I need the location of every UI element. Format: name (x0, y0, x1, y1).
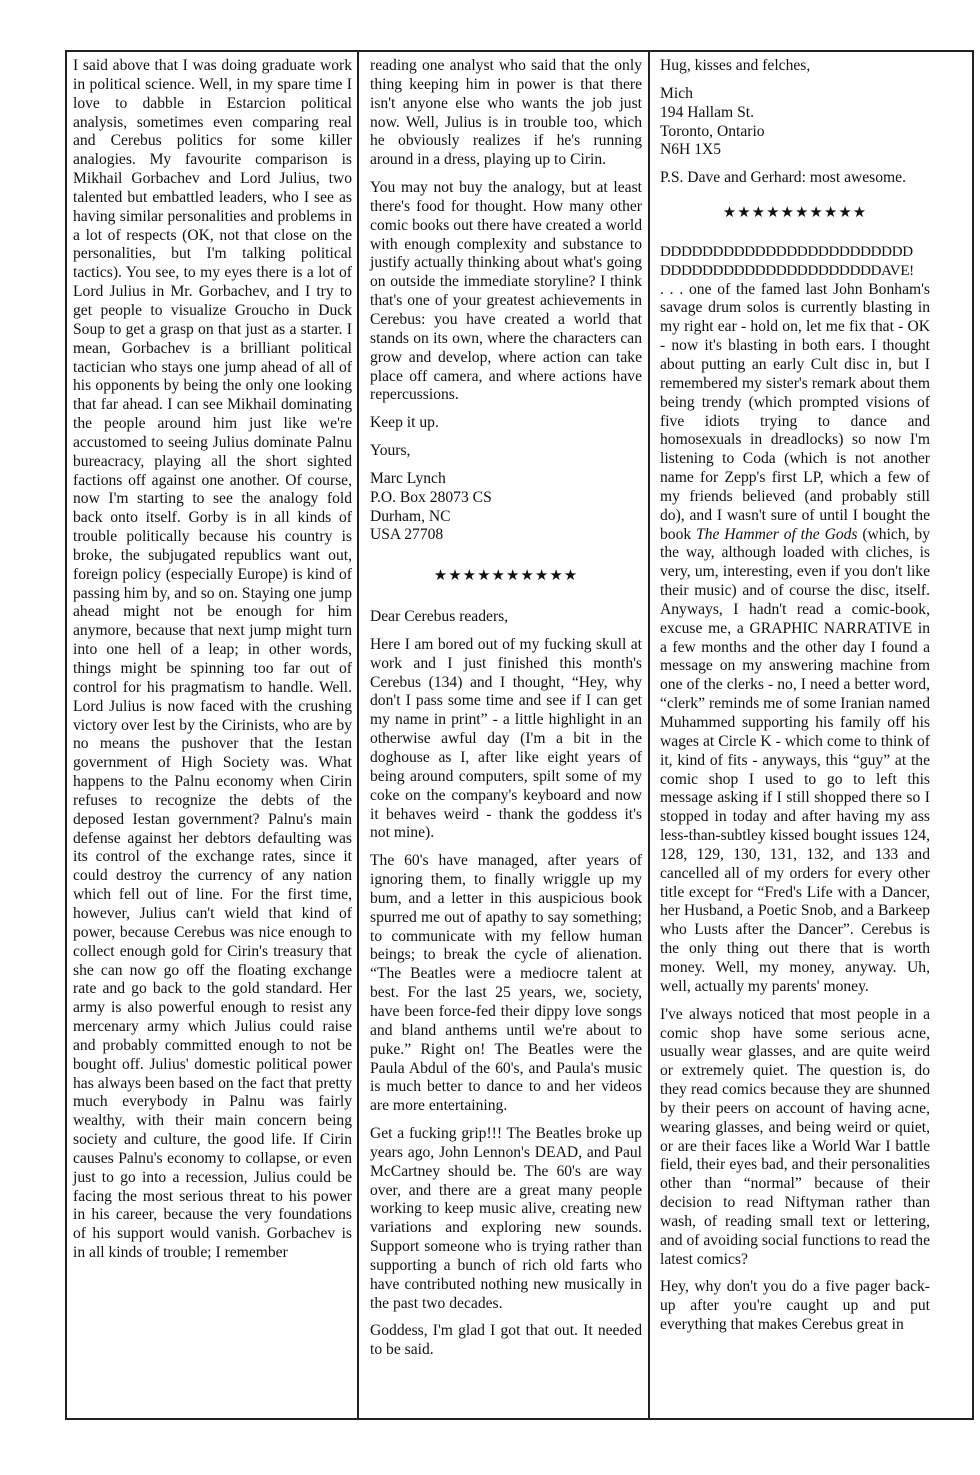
column-divider (648, 52, 650, 1418)
letter-paragraph: Goddess, I'm glad I got that out. It needed to be said. (370, 1322, 642, 1359)
salutation: Dear Cerebus readers, (370, 608, 509, 626)
address-line: P.O. Box 28073 CS (370, 488, 492, 506)
signoff: Yours, (370, 442, 411, 460)
sender-address (660, 85, 930, 160)
star-separator: ★★★★★★★★★★ (722, 205, 868, 222)
address-line: N6H 1X5 (660, 141, 722, 159)
letter-paragraph: Here I am bored out of my fucking skull at work and I just finished this month's Cerebus (134) and I thought, “Hey, why don't I pass some time and see if I can get my name in print” - a little highlight in an otherwise awful day (I'm a bit in the doghouse as I, after like eight years of being around computers, spilt some of my coke on the company's keyboard and now it behaves weird - thank the goddess it's not mine). (370, 635, 642, 842)
letter-paragraph: I've always noticed that most people in a comic shop have some serious acne, usually wear glasses, and are quite weird or extremely quiet. The question is, do they read comics because they are shunned by their peers on account of having acne, wearing glasses, and being weird or quiet, or are their faces like a World War I battle field, their eyes bad, and their personalities other than “normal” because of their decision to read Niftyman rather than wash, of reading small text or lettering, and of avoiding social functions to read the latest comics? (660, 1005, 930, 1268)
sender-name: Mich (660, 84, 693, 102)
letter-paragraph: Hey, why don't you do a five pager back-up after you're caught up and put everything that makes Cerebus great in (660, 1278, 930, 1334)
address-line: Durham, NC (370, 507, 451, 525)
signoff: Hug, kisses and felches, (660, 57, 811, 74)
address-line: USA 27708 (370, 526, 444, 544)
sender-name: Marc Lynch (370, 469, 446, 487)
postscript: P.S. Dave and Gerhard: most awesome. (660, 169, 906, 187)
closing: Keep it up. (370, 414, 439, 432)
letter-paragraph: reading one analyst who said that the only thing keeping him in power is that there isn't anyone else who wants the job just now. Well, Julius is in trouble too, which he obviously realizes if he's running around in a dress, playing up to Cirin. (370, 57, 642, 169)
address-line: Toronto, Ontario (660, 122, 765, 140)
column-3 (660, 57, 930, 1344)
letter-paragraph: The 60's have managed, after years of ignoring them, to finally wriggle up my bum, and a letter in this auspicious book spurred me out of apathy to say something; to communicate with my fellow human beings; to break the cycle of alienation. “The Beatles were a mediocre talent at best. For the last 25 years, we, society, have been force-fed their dippy love songs and bland anthems until we're about to puke.” Right on! The Beatles were the Paula Abdul of the 60's, and Paula's music is much better to dance to and her videos are more entertaining. (370, 852, 642, 1115)
column-divider (357, 52, 359, 1418)
sender-address (370, 470, 642, 545)
letter-paragraph (660, 281, 930, 997)
letter-paragraph: Get a fucking grip!!! The Beatles broke up years ago, John Lennon's DEAD, and Paul McCartney should be. The 60's are way over, and there are a great many people working to keep music alive, creating new variations and exploring new sounds. Support someone who is trying rather than supporting a bunch of rich old farts who have contributed nothing new musically in the past two decades. (370, 1125, 642, 1312)
column-1 (73, 57, 352, 1272)
shout-line: DDDDDDDDDDDDDDDDDDDDDAVE! (660, 262, 914, 279)
letter-paragraph: I said above that I was doing graduate work in political science. Well, in my spare time I love to dabble in Estarcion political analysis, sometimes even comparing real and Cerebus politics for some killer analogies. My favourite comparison is Mikhail Gorbachev and Lord Julius, two talented but embattled leaders, who I see as having similar personalities and problems in a lot of respects (OK, not that close on the personalities, but I'm talking political tactics). You see, to my eyes there is a lot of Lord Julius in Mr. Gorbachev, and I try to get people to visualize Groucho in Duck Soup to get a grasp on that just as a starter. I mean, Gorbachev is a brilliant political tactician who stays one jump ahead of all of his opponents by being the only one looking that far ahead. I can see Mikhail dominating the people around him just like we're accustomed to seeing Julius dominate Palnu bureacracy, playing all the short sighted factions off against one another. Of course, now I'm starting to see the analogy fold back onto itself. Gorby is in all kinds of trouble politically because his country is broke, the subjugated republics want out, foreign policy (especially Europe) is kind of passing him by, and so on. Staying one jump ahead might not be enough for him anymore, because that next jump might turn into one hell of a leap; in other words, things might be spinning too far out of control for his pragmatism to handle. Well. Lord Julius is now faced with the crushing victory over Iest by the Cirinists, who are by no means the pushover that the Iestan government of High Society was. What happens to the Palnu economy when Cirin refuses to recognize the debts of the deposed Iestan government? Palnu's main defense against her debtors defaulting was its control of the exchange rates, since it could destroy the currency of any nation which fell out of line. For the first time, however, Julius can't wield that kind of power, because Cerebus was nice enough to collect enough gold for Cirin's treasury that she can now go off the floating exchange rate and go back to the gold standard. Her army is also powerful enough to resist any mercenary army which Julius could raise and probably committed enough to not be bought off. Julius' domestic political power has always been based on the fact that pretty much everybody in Palnu was fairly wealthy, with their main concern being society and culture, the good life. If Cirin causes Palnu's economy to collapse, or even just to go into a recession, Julius could be facing the most serious threat to his power in his career, because the very foundations of his support would vanish. Gorbachev is in all kinds of trouble; I remember (73, 57, 352, 1262)
star-separator: ★★★★★★★★★★ (433, 568, 579, 585)
address-line: 194 Hallam St. (660, 103, 754, 121)
shout-line: DDDDDDDDDDDDDDDDDDDDDDDD (660, 243, 913, 260)
text-segment: . . . one of the famed last John Bonham's savage drum solos is currently blasting in my right ear - hold on, let me fix that - OK - now it's blasting in both ears. I thought about putting an early Cult disc in, but I remembered my sister's remark about them being trendy (which prompted visions of five idiots trying to dance and homosexuals in dreadlocks) so now I'm listening to Coda (which is not another name for Zepp's first LP, which a few of my friends believed (and probably still do), and I wasn't sure of until I bought the book (660, 280, 930, 543)
book-title: The Hammer of the Gods (696, 525, 858, 543)
text-segment: (which, by the way, although loaded with cliches, is very, um, interesting, even if you don't like their music) and of course the disc, itself. Anyways, I hadn't read a comic-book, excuse me, a GRAPHIC NARRATIVE in a few months and the other day I found a message on my answering machine from one of the clerks - no, I need a better word, “clerk” reminds me of some Iranian named Muhammed supporting his family off his wages at Circle K - which come to think of it, kind of fits - anyways, this “guy” at the comic shop I used to go to left this message asking if I still shopped there so I stopped in today and after having my ass less-than-subtley kissed bought issues 124, 128, 129, 130, 131, 132, and 133 and cancelled all of my orders for every other title except for “Fred's Life with a Dancer, her Husband, a Poetic Snob, and a Barkeep who Lusts after the Dancer”. Cerebus is the only thing out there that is worth money. Well, my money, anyway. Uh, well, actually my parents' money. (660, 525, 930, 995)
column-2 (370, 57, 642, 1369)
letter-paragraph: You may not buy the analogy, but at least there's food for thought. How many other comic books out there have created a world with enough complexity and substance to justify actually thinking about what's going on outside the immediate storyline? I think that's one of your greatest achievements in Cerebus: you have created a world that stands on its own, where the characters can grow and develop, where action can take place off camera, and where actions have repercussions. (370, 179, 642, 404)
